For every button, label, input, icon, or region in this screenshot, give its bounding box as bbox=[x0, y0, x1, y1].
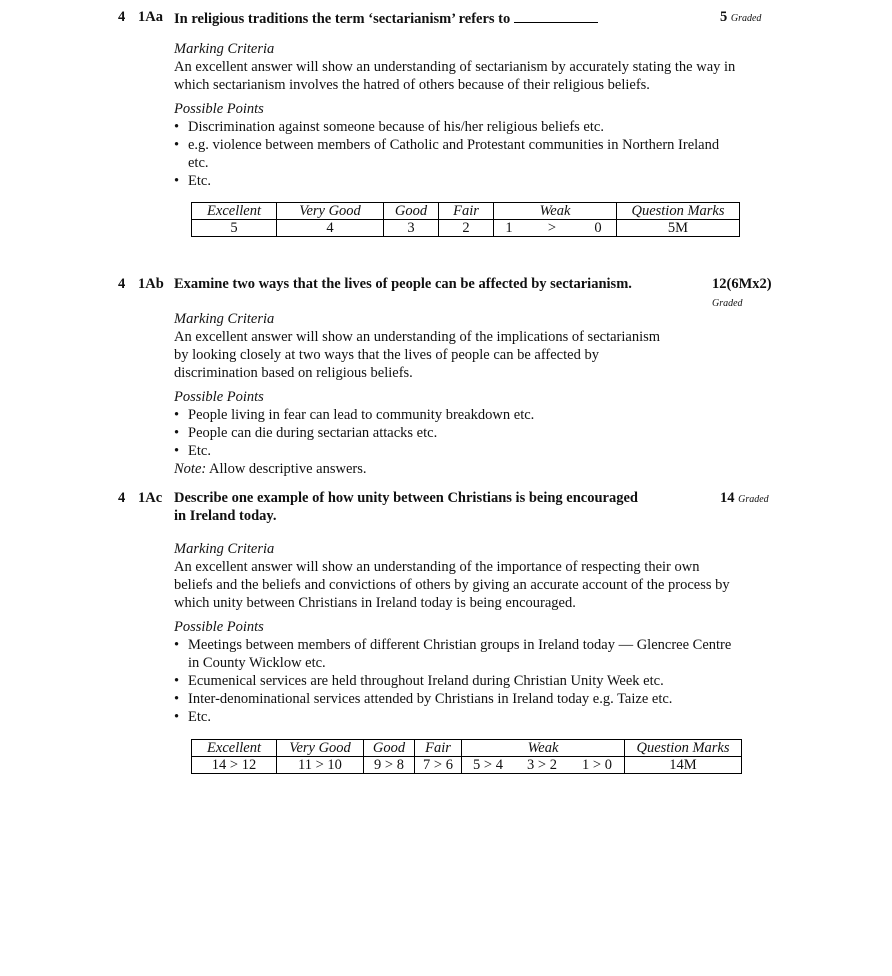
graded-label: Graded bbox=[738, 494, 769, 505]
list-item: • People living in fear can lead to community breakdown etc. bbox=[174, 406, 714, 424]
marking-criteria-label: Marking Criteria bbox=[174, 311, 275, 327]
grade-value: 3 > 2 bbox=[514, 757, 570, 774]
grade-value: > bbox=[524, 220, 580, 237]
question-text: Describe one example of how unity between Christians is being encouraged in Ireland today. bbox=[174, 490, 638, 524]
question-body bbox=[174, 310, 714, 478]
question-body bbox=[174, 40, 794, 190]
possible-points-list bbox=[174, 636, 794, 726]
question-number: 4 bbox=[118, 490, 126, 506]
list-item: • e.g. violence between members of Catholic and Protestant communities in Northern Ireland etc. bbox=[174, 136, 794, 172]
grade-header-excellent: Excellent bbox=[192, 203, 277, 220]
possible-points-label: Possible Points bbox=[174, 389, 264, 405]
grade-value: 0 bbox=[580, 220, 617, 237]
question-code: 1Ab bbox=[138, 276, 164, 292]
question-marks: 14 Graded bbox=[720, 490, 769, 506]
graded-label: Graded bbox=[730, 13, 762, 24]
grade-header-question-marks: Question Marks bbox=[617, 203, 740, 220]
marking-criteria-line: An excellent answer will show an understanding of the importance of respecting their own bbox=[174, 559, 700, 575]
marking-criteria-label: Marking Criteria bbox=[174, 541, 275, 557]
marking-criteria-line: which unity between Christians in Ireland today is being encouraged. bbox=[174, 595, 576, 611]
list-item: • Etc. bbox=[174, 708, 794, 726]
grade-value: 4 bbox=[277, 220, 384, 237]
grade-value: 1 bbox=[494, 220, 525, 237]
question-marks: 5 Graded bbox=[720, 9, 762, 25]
grade-header-fair: Fair bbox=[415, 740, 462, 757]
grade-header-very-good: Very Good bbox=[277, 740, 364, 757]
grade-header-weak: Weak bbox=[494, 203, 617, 220]
grade-header-very-good: Very Good bbox=[277, 203, 384, 220]
grade-value: 7 > 6 bbox=[415, 757, 462, 774]
grade-header-weak: Weak bbox=[462, 740, 625, 757]
grade-table bbox=[191, 739, 742, 774]
grade-value: 5 bbox=[192, 220, 277, 237]
grade-value: 5M bbox=[617, 220, 740, 237]
marking-criteria-line: by looking closely at two ways that the lives of people can be affected by bbox=[174, 347, 599, 363]
possible-points-list bbox=[174, 406, 714, 460]
grade-header-good: Good bbox=[384, 203, 439, 220]
question-text: Examine two ways that the lives of people can be affected by sectarianism. bbox=[174, 276, 632, 292]
possible-points-label: Possible Points bbox=[174, 101, 264, 117]
question-number: 4 bbox=[118, 276, 126, 292]
grade-header-excellent: Excellent bbox=[192, 740, 277, 757]
marking-criteria-line: An excellent answer will show an understanding of the implications of sectarianism bbox=[174, 329, 661, 345]
list-item: • Etc. bbox=[174, 172, 794, 190]
grade-value: 1 > 0 bbox=[570, 757, 625, 774]
marking-criteria-label: Marking Criteria bbox=[174, 41, 275, 57]
list-item: • Discrimination against someone because of his/her religious beliefs etc. bbox=[174, 118, 794, 136]
question-number: 4 bbox=[118, 9, 126, 25]
grade-value: 14 > 12 bbox=[192, 757, 277, 774]
grade-header-good: Good bbox=[364, 740, 415, 757]
marking-criteria-line: which sectarianism involves the hatred of others because of their religious beliefs. bbox=[174, 77, 650, 93]
grade-value: 11 > 10 bbox=[277, 757, 364, 774]
note-label: Note: bbox=[174, 461, 207, 477]
list-item: • Inter-denominational services attended by Christians in Ireland today e.g. Taize etc. bbox=[174, 690, 794, 708]
answer-blank bbox=[514, 8, 598, 23]
grade-value: 9 > 8 bbox=[364, 757, 415, 774]
grade-value: 2 bbox=[439, 220, 494, 237]
list-item: • Ecumenical services are held throughout Ireland during Christian Unity Week etc. bbox=[174, 672, 794, 690]
grade-value: 14M bbox=[625, 757, 742, 774]
question-text: In religious traditions the term ‘sectarianism’ refers to bbox=[174, 8, 598, 28]
note-text: Allow descriptive answers. bbox=[209, 461, 367, 477]
question-code: 1Ac bbox=[138, 490, 163, 506]
question-marks: 12(6Mx2) Graded bbox=[712, 276, 772, 309]
possible-points-label: Possible Points bbox=[174, 619, 264, 635]
marking-criteria-line: An excellent answer will show an understanding of sectarianism by accurately stating the way in bbox=[174, 59, 736, 75]
grade-header-question-marks: Question Marks bbox=[625, 740, 742, 757]
question-code: 1Aa bbox=[138, 9, 163, 25]
grade-value: 5 > 4 bbox=[462, 757, 515, 774]
grade-header-fair: Fair bbox=[439, 203, 494, 220]
graded-label: Graded bbox=[712, 298, 743, 309]
list-item: • Etc. bbox=[174, 442, 714, 460]
marking-criteria-line: discrimination based on religious beliefs. bbox=[174, 365, 413, 381]
grade-table bbox=[191, 202, 740, 237]
question-body bbox=[174, 540, 794, 726]
marking-criteria-line: beliefs and the beliefs and convictions of others by giving an accurate account of the process by bbox=[174, 577, 730, 593]
list-item: • Meetings between members of different Christian groups in Ireland today — Glencree Centre in County Wicklow etc. bbox=[174, 636, 794, 672]
note bbox=[174, 460, 714, 478]
possible-points-list bbox=[174, 118, 794, 190]
list-item: • People can die during sectarian attacks etc. bbox=[174, 424, 714, 442]
grade-value: 3 bbox=[384, 220, 439, 237]
